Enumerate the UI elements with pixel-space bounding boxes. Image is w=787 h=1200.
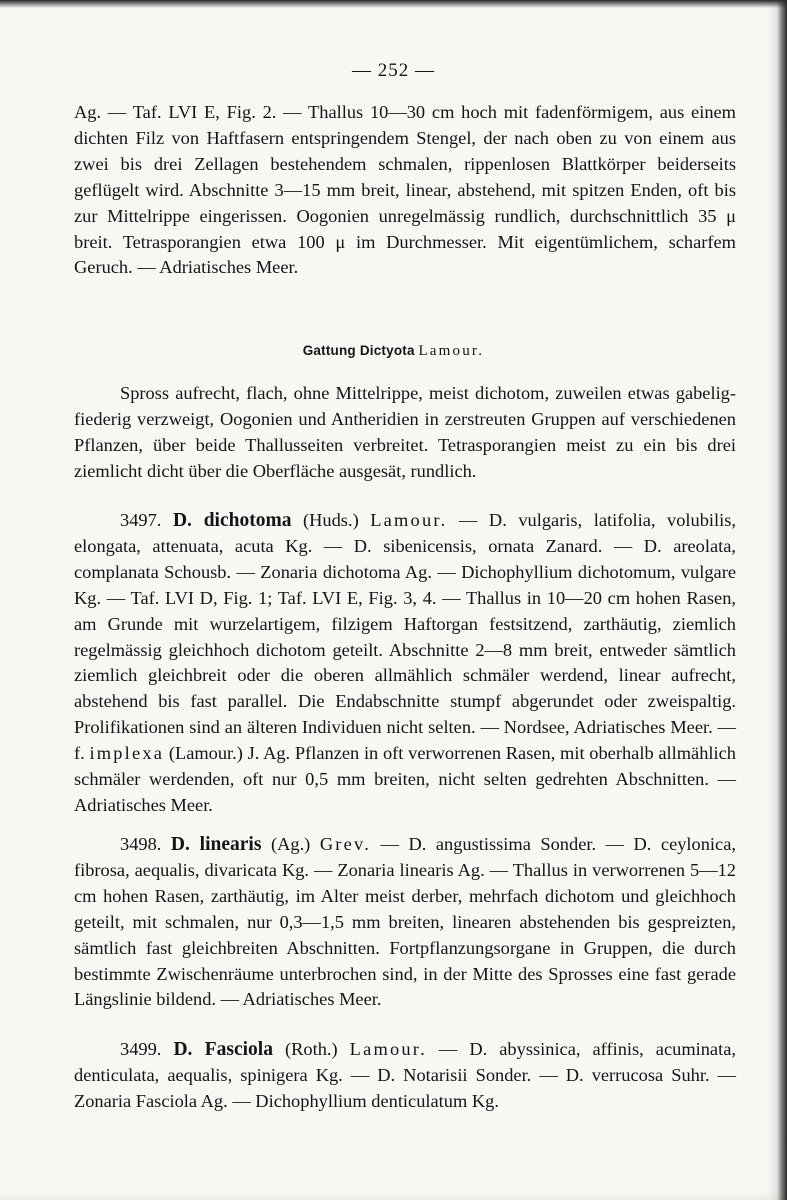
form-name: implexa	[89, 743, 165, 764]
species-authority-author: Lamour.	[349, 1039, 427, 1059]
species-entry-3498	[74, 832, 736, 1013]
species-authority: (Roth.)	[285, 1039, 338, 1059]
species-entry-3499	[74, 1037, 736, 1115]
species-authority: (Ag.)	[270, 834, 311, 854]
genus-label: Gattung Dictyota	[302, 343, 415, 358]
species-text: — D. angustissima Sonder. — D. ceylonica, fibrosa, aequalis, divaricata Kg. — Zonaria linearis Ag. — Thallus in verworrenen 5—12 cm hohen Rasen, zarthäutig, im Alter meist derber, mehrfach dichotom und gleichhoch geteilt, mit schmalen, nur 0,3—1,5 mm breiten, linearen abstehenden bis gespreizten, sämtlich fast gleichbreiten Abschnitten. Fortpflanzungsorgane in Gruppen, die durch bestimmte Zwischenräume unterbrochen sind, in der Mitte des Sprosses eine fast gerade Längslinie bildend. — Adriatisches Meer.	[74, 834, 736, 1010]
species-number: 3499.	[120, 1039, 162, 1059]
species-name: D. Fasciola	[173, 1039, 273, 1060]
species-entry-3497	[74, 508, 736, 819]
species-authority: (Huds.)	[303, 510, 359, 530]
species-authority-author: Lamour.	[370, 510, 448, 530]
species-text: — D. vulgaris, latifolia, volubilis, elongata, attenuata, acuta Kg. — D. sibenicensis, ornata Zanard. — D. areolata, complanata Schousb. — Zonaria dichotoma Ag. — Dichophyllium dichotomum, vulgare Kg. — Taf. LVI D, Fig. 1; Taf. LVI E, Fig. 3, 4. — Thallus in 10—20 cm hohen Rasen, am Grunde mit wurzelartigem, filzigem Haftorgan festsitzend, zarthäutig, ziemlich regelmässig gleichhoch dichotom geteilt. Abschnitte 2—8 mm breit, entweder sämtlich ziemlich gleichbreit oder die oberen allmählich schmäler werdend, linear aufrecht, abstehend bis fast parallel. Die Endabschnitte stumpf abgerundet oder zweispaltig. Prolifikationen sind an älteren Individuen nicht selten. — Nordsee, Adriatisches Meer. — f.	[74, 510, 737, 764]
species-name: D. dichotoma	[172, 510, 292, 531]
genus-description	[74, 381, 736, 485]
genus-description-text: Spross aufrecht, flach, ohne Mittelrippe, meist dichotom, zuweilen etwas gabelig-fiederig verzweigt, Oogonien und Antheridien in zerstreuten Gruppen auf verschiedenen Pflanzen, über beide Thallusseiten verbreitet. Tetrasporangien meist zu ein bis drei ziemlicht dicht über die Oberfläche ausgesät, rundlich.	[74, 383, 736, 481]
genus-heading	[0, 343, 787, 360]
species-authority-author: Grev.	[319, 834, 371, 854]
species-number: 3498.	[120, 834, 162, 854]
species-number: 3497.	[120, 510, 162, 530]
intro-text: Ag. — Taf. LVI E, Fig. 2. — Thallus 10—30 cm hoch mit fadenförmigem, aus einem dichten Filz von Haftfasern entspringendem Stengel, der nach oben zu von einem aus zwei bis drei Zellagen bestehendem schmalen, rippenlosen Blattkörper beiderseits geflügelt wird. Abschnitte 3—15 mm breit, linear, abstehend, mit spitzen Enden, oft bis zur Mittelrippe eingerissen. Oogonien unregelmässig rundlich, durchschnittlich 35 μ breit. Tetrasporangien etwa 100 μ im Durchmesser. Mit eigentümlichem, scharfem Geruch. — Adriatisches Meer.	[74, 102, 736, 278]
species-name: D. linearis	[170, 834, 262, 855]
species-text-continued: (Lamour.) J. Ag. Pflanzen in oft verworrenen Rasen, mit oberhalb allmählich schmäler werdenden, oft nur 0,5 mm breiten, nicht selten gedrehten Abschnitten. — Adriatisches Meer.	[74, 743, 736, 815]
intro-paragraph	[74, 100, 736, 281]
species-text: — D. abyssinica, affinis, acuminata, denticulata, aequalis, spinigera Kg. — D. Notarisii Sonder. — D. verrucosa Suhr. — Zonaria Fasciola Ag. — Dichophyllium denticulatum Kg.	[74, 1039, 736, 1111]
page-number: — 252 —	[352, 60, 435, 81]
genus-author: Lamour.	[418, 343, 485, 359]
